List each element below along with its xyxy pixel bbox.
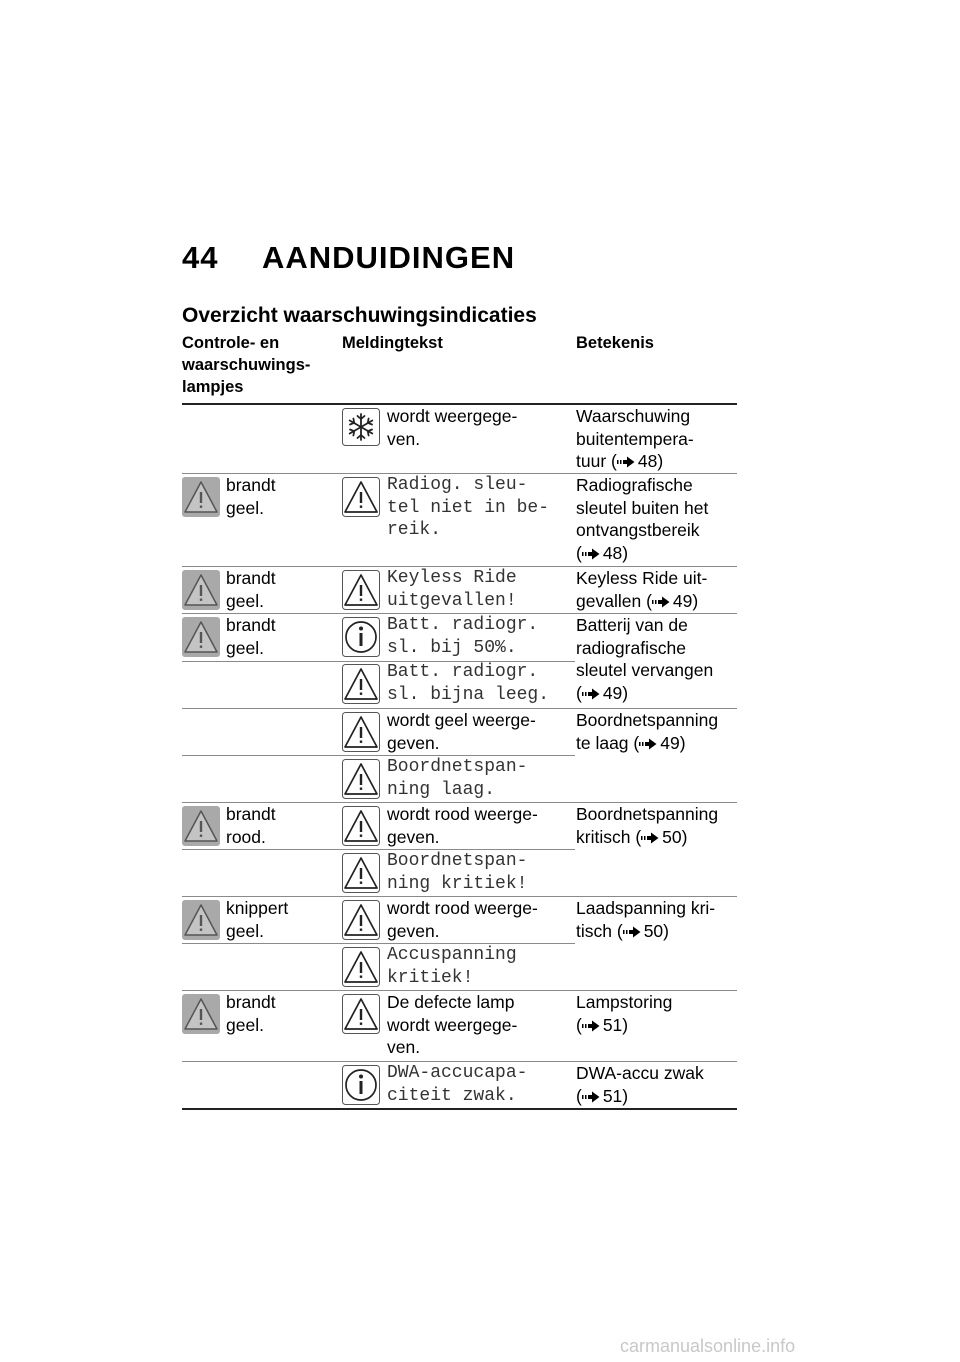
page-reference-arrow-icon: [617, 456, 635, 468]
column-header-lamps: Controle- en waarschuwings- lampjes: [182, 334, 311, 396]
warning-triangle-icon: [182, 806, 220, 851]
page-reference[interactable]: 50: [662, 826, 682, 847]
page-reference-arrow-icon: [582, 1091, 600, 1103]
page-reference-arrow-icon: [652, 596, 670, 608]
page-reference-arrow-icon: [582, 548, 600, 560]
meaning-text: Waarschuwing buitentempera- tuur ( 48): [576, 406, 694, 471]
column-header-meaning: Betekenis: [576, 334, 654, 352]
message-text: wordt rood weerge- geven.: [387, 804, 538, 847]
meaning-text: Radiografische sleutel buiten het ontvangstbereik ( 48): [576, 475, 709, 563]
message-text: wordt weergege- ven.: [387, 406, 518, 449]
warning-triangle-icon: [342, 759, 380, 804]
warning-triangle-icon: [182, 570, 220, 615]
page-reference-arrow-icon: [623, 926, 641, 938]
meaning-text: DWA-accu zwak ( 51): [576, 1063, 704, 1106]
info-icon: [342, 1065, 380, 1110]
page-reference[interactable]: 49: [672, 590, 693, 611]
chapter-title: AANDUIDINGEN: [262, 240, 516, 275]
warning-triangle-icon: [342, 712, 380, 757]
page-reference-arrow-icon: [582, 688, 600, 700]
meaning-text: Batterij van de radiografische sleutel vervangen ( 49): [576, 615, 714, 703]
page-number: 44: [182, 240, 219, 275]
warning-triangle-icon: [342, 806, 380, 851]
warning-triangle-icon: [342, 853, 380, 898]
message-text: Accuspanning kritiek!: [387, 945, 517, 988]
info-icon: [342, 617, 380, 662]
meaning-text: Boordnetspanning te laag ( 49): [576, 710, 719, 753]
page-reference[interactable]: 49: [660, 732, 680, 753]
warning-triangle-icon: [342, 664, 380, 709]
page-reference[interactable]: 51: [602, 1085, 623, 1106]
page-reference-arrow-icon: [582, 1020, 600, 1032]
warning-triangle-icon: [342, 570, 380, 615]
warning-triangle-icon: [342, 477, 380, 522]
message-text: De defecte lamp wordt weergege- ven.: [387, 992, 518, 1057]
warning-triangle-icon: [182, 900, 220, 945]
warning-triangle-icon: [182, 994, 220, 1039]
message-text: Boordnetspan- ning laag.: [387, 757, 528, 800]
message-text: Radiog. sleu- tel niet in be- reik.: [387, 475, 550, 540]
page-reference[interactable]: 48: [602, 542, 623, 563]
page-reference-arrow-icon: [641, 832, 659, 844]
table-bottom-rule: [182, 1108, 737, 1110]
page-reference[interactable]: 49: [602, 682, 623, 703]
message-text: Batt. radiogr. sl. bij 50%.: [387, 615, 539, 658]
meaning-text: Boordnetspanning kritisch ( 50): [576, 804, 719, 847]
warning-triangle-icon: [182, 617, 220, 662]
page-reference[interactable]: 51: [602, 1014, 623, 1035]
chapter-heading: [182, 240, 515, 276]
snowflake-icon: [342, 408, 380, 451]
lamp-status-text: brandt geel.: [226, 992, 276, 1035]
section-title: Overzicht waarschuwingsindicaties: [182, 304, 537, 327]
page-reference-arrow-icon: [639, 738, 657, 750]
message-text: DWA-accucapa- citeit zwak.: [387, 1063, 528, 1106]
warning-triangle-icon: [342, 900, 380, 945]
column-header-message: Meldingtekst: [342, 334, 443, 352]
message-text: wordt geel weerge- geven.: [387, 710, 536, 753]
warning-triangle-icon: [182, 477, 220, 522]
message-text: wordt rood weerge- geven.: [387, 898, 538, 941]
page-reference[interactable]: 48: [637, 451, 658, 471]
meaning-text: Laadspanning kri- tisch ( 50): [576, 898, 716, 941]
watermark: carmanualsonline.info: [620, 1336, 796, 1356]
warning-triangle-icon: [342, 994, 380, 1039]
message-text: Keyless Ride uitgevallen!: [387, 568, 517, 611]
lamp-status-text: brandt geel.: [226, 475, 276, 518]
meaning-text: Keyless Ride uit- gevallen ( 49): [576, 568, 708, 611]
lamp-status-text: brandt geel.: [226, 615, 276, 658]
lamp-status-text: knippert geel.: [226, 898, 289, 941]
lamp-status-text: brandt rood.: [226, 804, 276, 847]
message-text: Batt. radiogr. sl. bijna leeg.: [387, 662, 550, 705]
warning-triangle-icon: [342, 947, 380, 992]
message-text: Boordnetspan- ning kritiek!: [387, 851, 528, 894]
page-reference[interactable]: 50: [643, 920, 664, 941]
meaning-text: Lampstoring ( 51): [576, 992, 673, 1035]
lamp-status-text: brandt geel.: [226, 568, 276, 611]
